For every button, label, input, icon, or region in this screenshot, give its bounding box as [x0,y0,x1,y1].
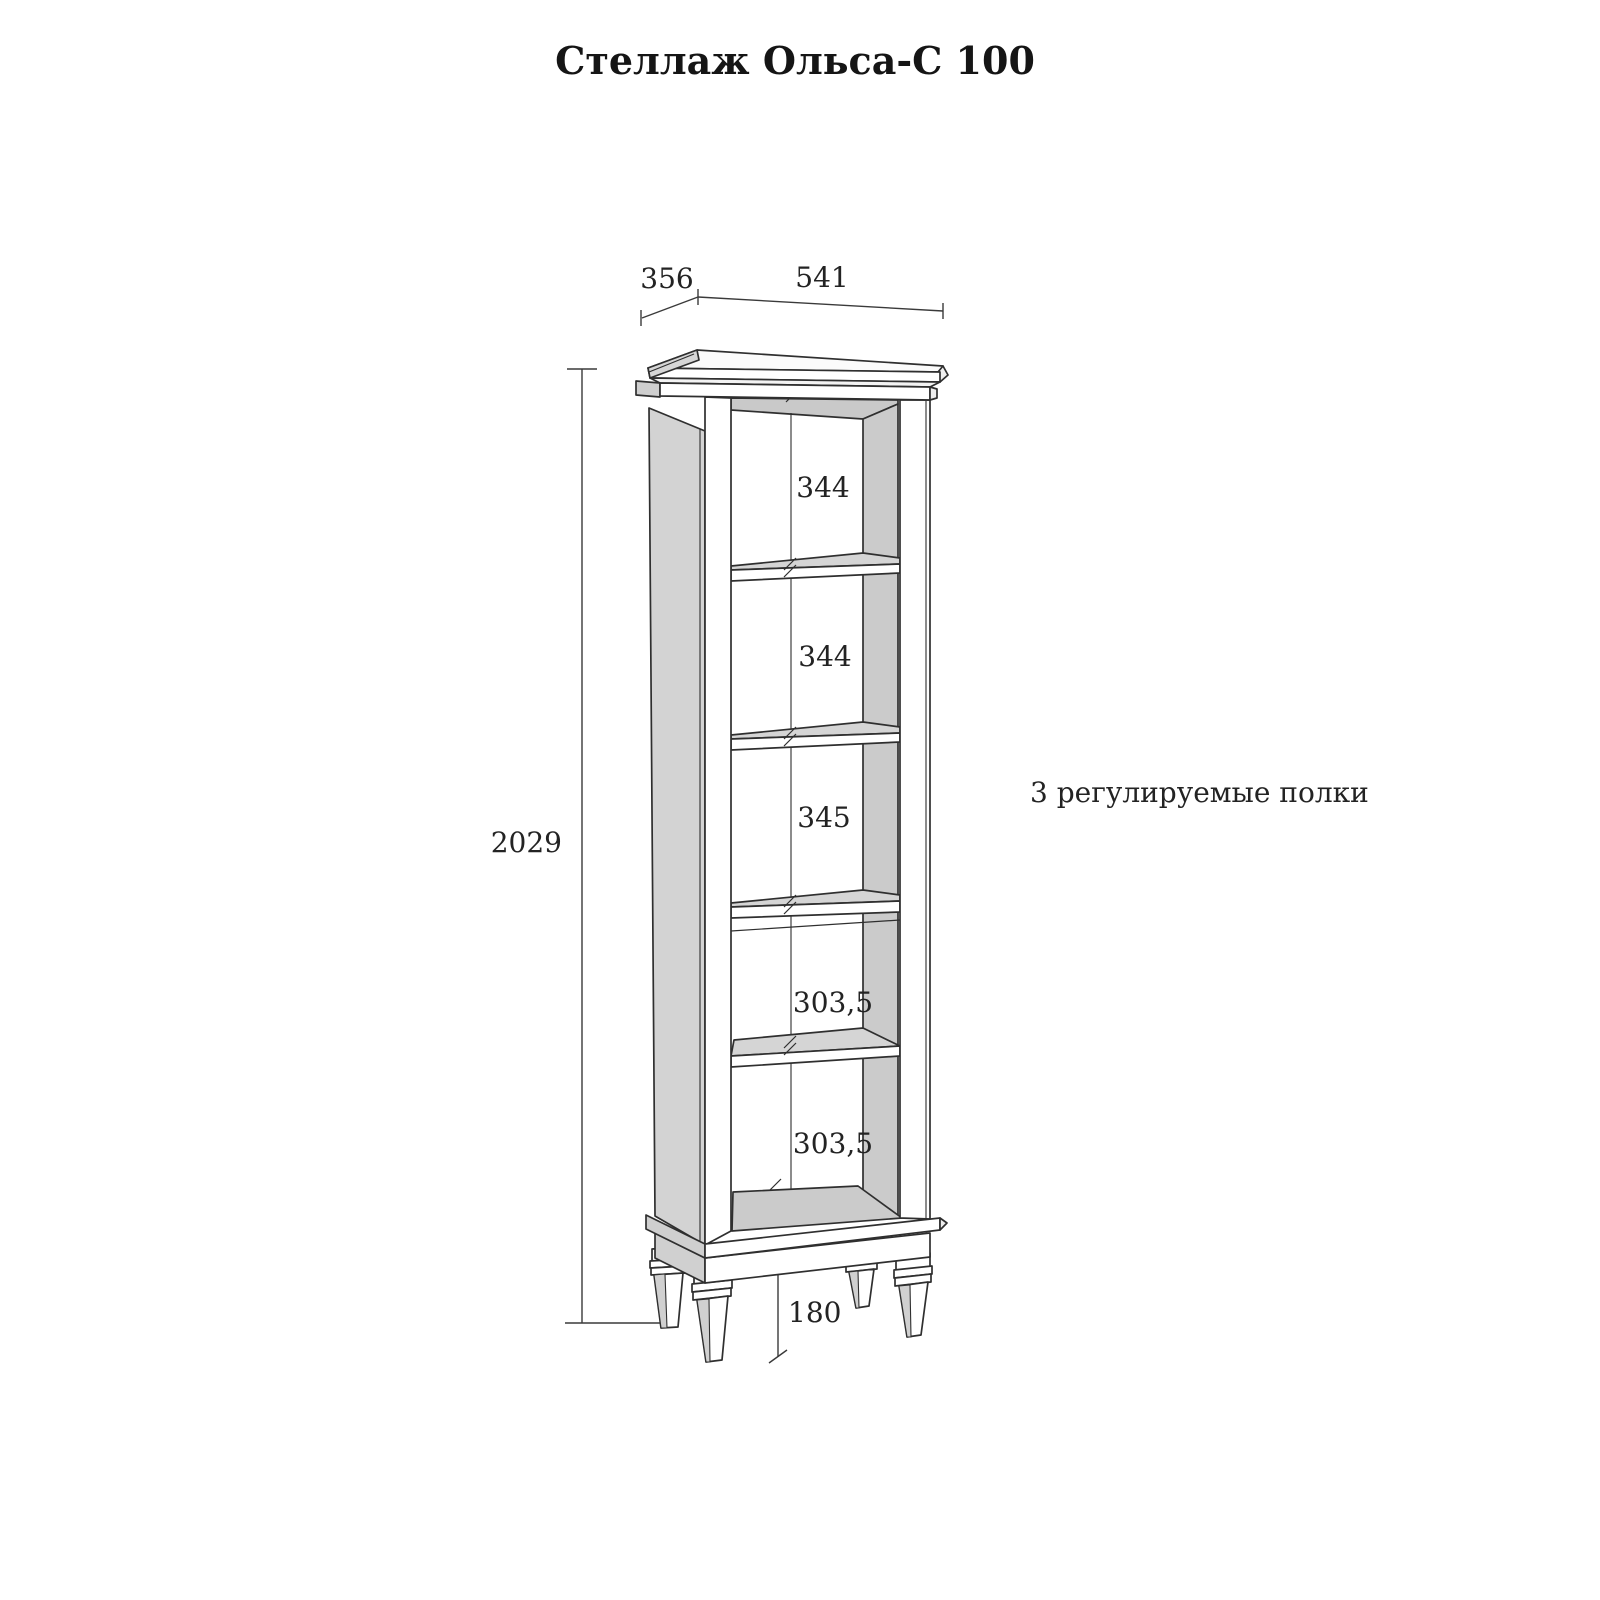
shelf-section-5-label: 303,5 [792,1127,874,1160]
width-dim-label: 541 [795,261,849,294]
cornice-band-front [660,383,930,400]
leg-front-right [894,1253,932,1337]
adjustable-shelves-note: 3 регулируемые полки [1030,776,1369,809]
cornice [636,350,948,400]
leg-height-dim-label: 180 [788,1296,842,1329]
width-dim-line [698,297,943,311]
cabinet-body [636,350,948,1362]
depth-dim-label: 356 [640,262,694,295]
shelf-pin-marks [770,391,797,1190]
page-title: Стеллаж Ольса-С 100 [555,38,1035,83]
left-stile [705,397,731,1245]
interior-right-wall [863,404,898,1218]
cornice-band-right [930,387,937,400]
shelf-section-2-label: 344 [798,640,852,673]
shelf-section-3-label: 345 [797,801,851,834]
cornice-band-left [636,381,660,397]
shelf-section-4-label: 303,5 [792,986,874,1019]
shelf-section-1-label: 344 [796,471,850,504]
left-side-panel [649,408,705,1245]
depth-dim-line [642,297,698,318]
height-dim-label: 2029 [490,826,562,859]
